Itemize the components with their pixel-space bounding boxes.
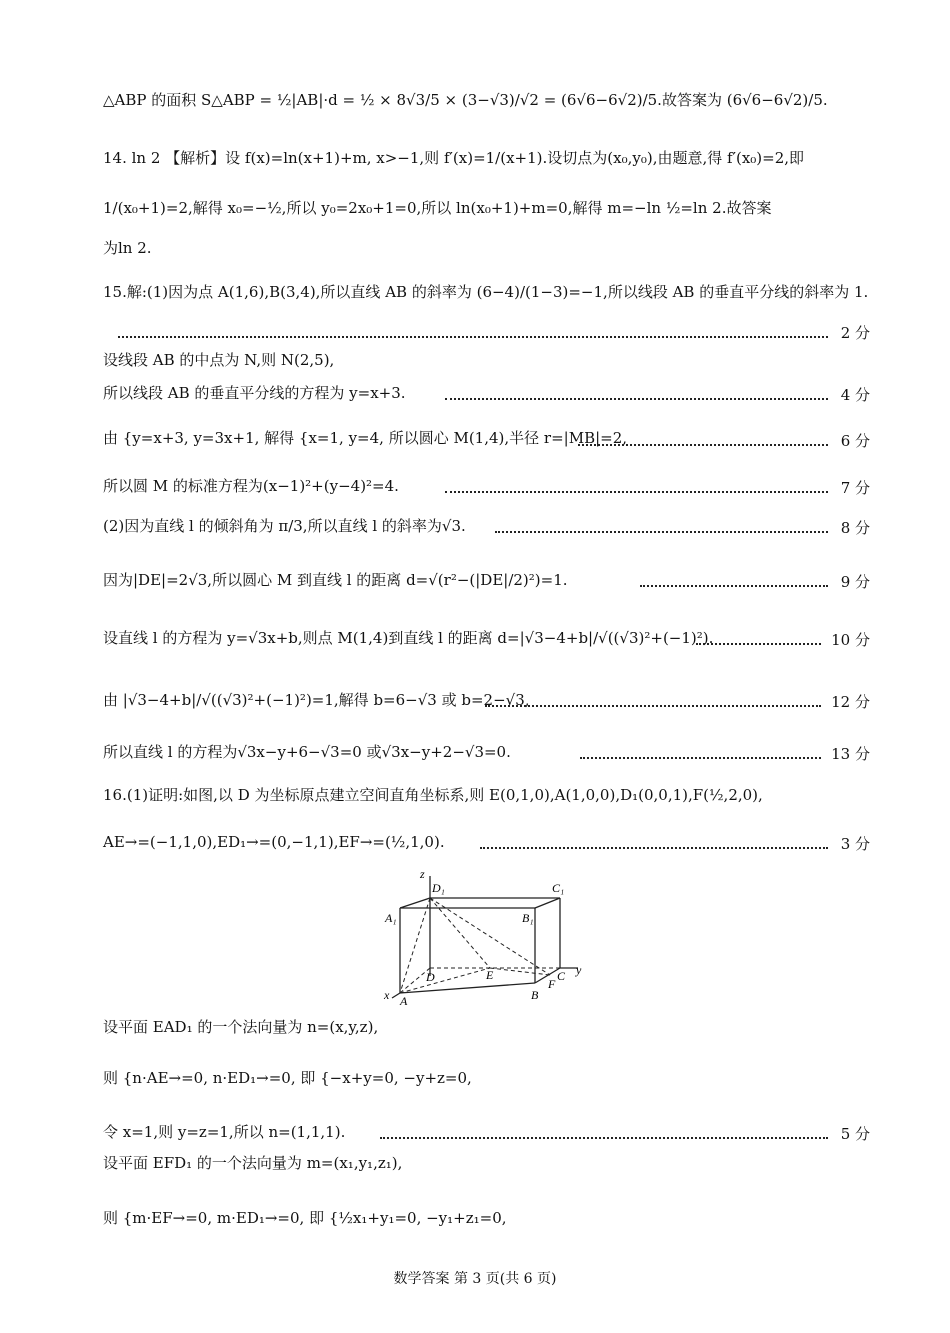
- line-12: 因为|DE|=2√3,所以圆心 M 到直线 l 的距离 d=√(r²−(|DE|/2)²)=1.: [103, 571, 568, 589]
- line-22: 则 {m·EF→=0, m·ED₁→=0, 即 {½x₁+y₁=0, −y₁+z₁=0,: [103, 1209, 507, 1227]
- line-13: 设直线 l 的方程为 y=√3x+b,则点 M(1,4)到直线 l 的距离 d=|√3−4+b|/√((√3)²+(−1)²).: [103, 629, 714, 647]
- label-D: D: [426, 970, 435, 984]
- line-4: 为ln 2.: [103, 239, 152, 257]
- dotted-leader: [580, 757, 821, 759]
- line-8: 所以线段 AB 的垂直平分线的方程为 y=x+3.: [103, 384, 406, 402]
- label-B: B: [531, 988, 539, 1002]
- label-A: A: [400, 994, 408, 1008]
- dotted-leader: [696, 643, 821, 645]
- line-19: 则 {n·AE→=0, n·ED₁→=0, 即 {−x+y=0, −y+z=0,: [103, 1069, 472, 1087]
- cuboid-figure: [380, 868, 590, 1008]
- label-C: C: [557, 969, 566, 983]
- line-9: 由 {y=x+3, y=3x+1, 解得 {x=1, y=4, 所以圆心 M(1,4),半径 r=|MB|=2,: [103, 429, 628, 447]
- score-9: 9 分: [840, 573, 870, 591]
- line-15: 所以直线 l 的方程为√3x−y+6−√3=0 或√3x−y+2−√3=0.: [103, 743, 511, 761]
- dotted-leader: [495, 531, 828, 533]
- score-2: 2 分: [840, 324, 870, 342]
- line-7: 设线段 AB 的中点为 N,则 N(2,5),: [103, 351, 335, 369]
- label-F: F: [548, 977, 556, 991]
- dotted-leader: [640, 585, 828, 587]
- score-6: 6 分: [840, 432, 870, 450]
- line-2: 14. ln 2 【解析】设 f(x)=ln(x+1)+m, x>−1,则 f′(x)=1/(x+1).设切点为(x₀,y₀),由题意,得 f′(x₀)=2,即: [103, 149, 805, 167]
- label-y: y: [576, 963, 582, 977]
- score-8: 8 分: [840, 519, 870, 537]
- score-10: 10 分: [831, 631, 870, 649]
- dotted-leader: [380, 1137, 828, 1139]
- line-20: 令 x=1,则 y=z=1,所以 n=(1,1,1).: [103, 1123, 346, 1141]
- label-E: E: [486, 968, 494, 982]
- line-10: 所以圆 M 的标准方程为(x−1)²+(y−4)²=4.: [103, 477, 399, 495]
- line-3: 1/(x₀+1)=2,解得 x₀=−½,所以 y₀=2x₀+1=0,所以 ln(x₀+1)+m=0,解得 m=−ln ½=ln 2.故答案: [103, 199, 772, 217]
- dotted-leader: [485, 705, 821, 707]
- label-x: x: [384, 988, 390, 1002]
- label-A1: A₁: [385, 911, 397, 925]
- line-16: 16.(1)证明:如图,以 D 为坐标原点建立空间直角坐标系,则 E(0,1,0),A(1,0,0),D₁(0,0,1),F(½,2,0),: [103, 786, 763, 804]
- line-17: AE→=(−1,1,0),ED₁→=(0,−1,1),EF→=(½,1,0).: [103, 833, 445, 851]
- line-1: △ABP 的面积 S△ABP = ½|AB|·d = ½ × 8√3/5 × (3−√3)/√2 = (6√6−6√2)/5.故答案为 (6√6−6√2)/5.: [103, 91, 828, 109]
- score-12: 12 分: [831, 693, 870, 711]
- page-footer: 数学答案 第 3 页(共 6 页): [393, 1271, 557, 1287]
- score-7: 7 分: [840, 479, 870, 497]
- line-14: 由 |√3−4+b|/√((√3)²+(−1)²)=1,解得 b=6−√3 或 b=2−√3,: [103, 691, 530, 709]
- dotted-leader: [480, 847, 828, 849]
- label-C1: C₁: [552, 881, 565, 895]
- label-B1: B₁: [522, 911, 534, 925]
- line-21: 设平面 EFD₁ 的一个法向量为 m=(x₁,y₁,z₁),: [103, 1154, 403, 1172]
- line-18: 设平面 EAD₁ 的一个法向量为 n=(x,y,z),: [103, 1018, 379, 1036]
- line-11: (2)因为直线 l 的倾斜角为 π/3,所以直线 l 的斜率为√3.: [103, 517, 466, 535]
- score-3: 3 分: [840, 835, 870, 853]
- line-5: 15.解:(1)因为点 A(1,6),B(3,4),所以直线 AB 的斜率为 (6−4)/(1−3)=−1,所以线段 AB 的垂直平分线的斜率为 1.: [103, 283, 869, 301]
- dotted-leader: [578, 444, 828, 446]
- dotted-leader: [445, 398, 828, 400]
- score-4: 4 分: [840, 386, 870, 404]
- dotted-leader: [118, 336, 828, 338]
- label-z: z: [420, 868, 425, 881]
- score-5: 5 分: [840, 1125, 870, 1143]
- dotted-leader: [445, 491, 828, 493]
- label-D1: D₁: [432, 881, 445, 895]
- score-13: 13 分: [831, 745, 870, 763]
